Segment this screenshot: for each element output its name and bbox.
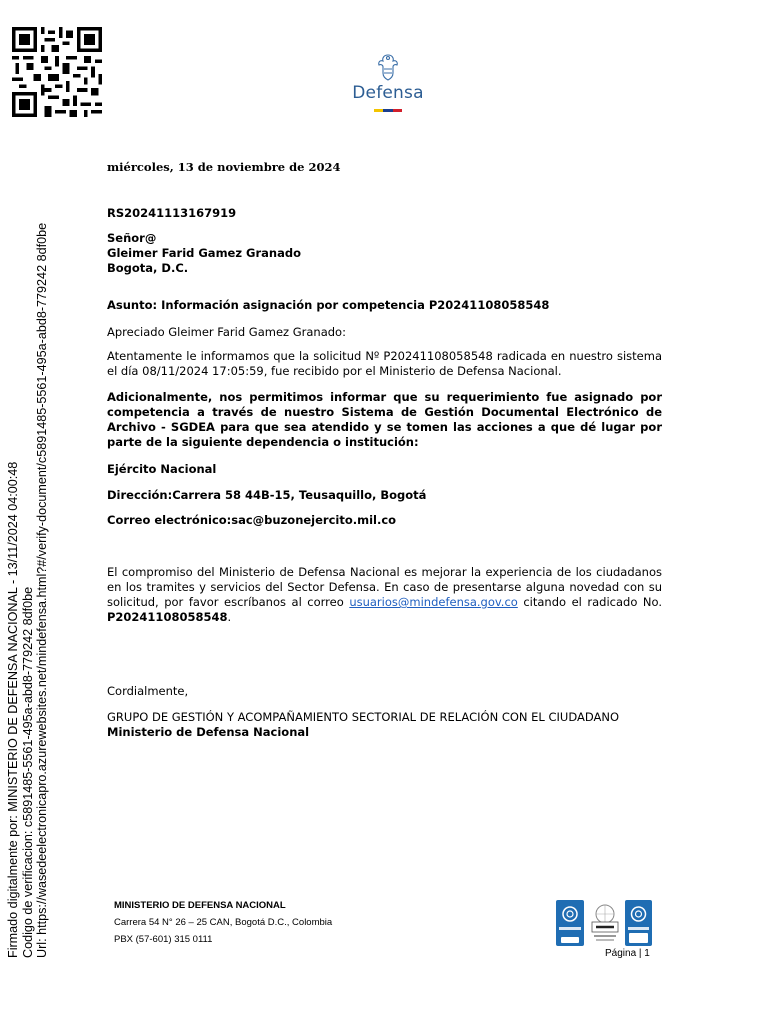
recipient-city: Bogota, D.C. xyxy=(107,261,189,275)
commitment-radicado: P20241108058548 xyxy=(107,610,228,624)
paragraph-commitment xyxy=(107,565,662,625)
recipient-name: Gleimer Farid Gamez Granado xyxy=(107,246,302,260)
signature-ministry: Ministerio de Defensa Nacional xyxy=(107,725,310,739)
footer-phone: PBX (57-601) 315 0111 xyxy=(114,934,213,945)
institution-address: Dirección:Carrera 58 44B-15, Teusaquillo, Bogotá xyxy=(107,488,427,502)
paragraph-notification: Atentamente le informamos que la solicitud Nº P20241108058548 radicada en nuestro sistema el día 08/11/2024 17:05:59, fue recibido por el Ministerio de Defensa Nacional. xyxy=(107,349,662,378)
commitment-end: . xyxy=(227,610,232,624)
paragraph-assignment: Adicionalmente, nos permitimos informar que su requerimiento fue asignado por competencia a través de nuestro Sistema de Gestión Documental Electrónico de Archivo - SGDEA para que sea atendido y se tomen las acciones a que dé lugar por parte de la siguiente dependencia o institución: xyxy=(107,390,662,449)
flag-blue xyxy=(383,109,392,112)
institution-email: Correo electrónico:sac@buzonejercito.mil.co xyxy=(107,513,397,527)
recipient-salutation: Señor@ xyxy=(107,231,157,245)
signature-line-signer: Firmado digitalmente por: MINISTERIO DE DEFENSA NACIONAL - 13/11/2024 04:00:48 xyxy=(6,461,20,958)
footer xyxy=(114,897,332,948)
footer-address: Carrera 54 N° 26 – 25 CAN, Bogotá D.C., Colombia xyxy=(114,917,333,928)
defensa-logo xyxy=(345,52,431,112)
commitment-citing: citando el radicado No. xyxy=(517,595,662,609)
letter-date: miércoles, 13 de noviembre de 2024 xyxy=(107,160,341,174)
digital-signature-sidebar xyxy=(6,198,50,958)
radicado-number: RS20241113167919 xyxy=(107,206,237,220)
page-number: Página | 1 xyxy=(605,948,650,959)
icontec-iso9001-icon xyxy=(556,900,584,946)
flag-stripe xyxy=(374,109,402,112)
certification-logos xyxy=(556,900,654,948)
flag-red xyxy=(393,109,402,112)
closing: Cordialmente, xyxy=(107,684,189,698)
signature-group: GRUPO DE GESTIÓN Y ACOMPAÑAMIENTO SECTORIAL DE RELACIÓN CON EL CIUDADANO xyxy=(107,710,620,724)
footer-ministry-name: MINISTERIO DE DEFENSA NACIONAL xyxy=(114,900,286,911)
iqnet-icon xyxy=(592,905,618,941)
greeting: Apreciado Gleimer Farid Gamez Granado: xyxy=(107,325,346,339)
coat-of-arms-icon xyxy=(375,52,401,82)
recipient-block xyxy=(107,231,662,276)
subject-line: Asunto: Información asignación por competencia P20241108058548 xyxy=(107,298,550,312)
signature-line-url: Url: https://wasedeelectronicapro.azurewebsites.net/mindefensa.html?#/verify-document/c5891485-5561-495a-abd8-779242 8df0be xyxy=(35,222,49,958)
institution-name: Ejército Nacional xyxy=(107,462,217,476)
signature-line-code: Codigo de verificacion: c5891485-5561-495a-abd8-779242 8df0be xyxy=(20,586,35,958)
commitment-text: El compromiso del Ministerio de Defensa Nacional es mejorar la experiencia de los ciudadanos en los tramites y servicios del Sector Defensa. En caso de presentarse alguna novedad con su solicitud, por favor escríbanos al correo xyxy=(107,565,662,609)
logo-text: Defensa xyxy=(352,83,424,103)
flag-yellow xyxy=(374,109,383,112)
icontec-iso27001-icon xyxy=(625,900,652,946)
contact-email-link[interactable]: usuarios@mindefensa.gov.co xyxy=(349,595,518,609)
qr-code-icon xyxy=(12,27,102,117)
